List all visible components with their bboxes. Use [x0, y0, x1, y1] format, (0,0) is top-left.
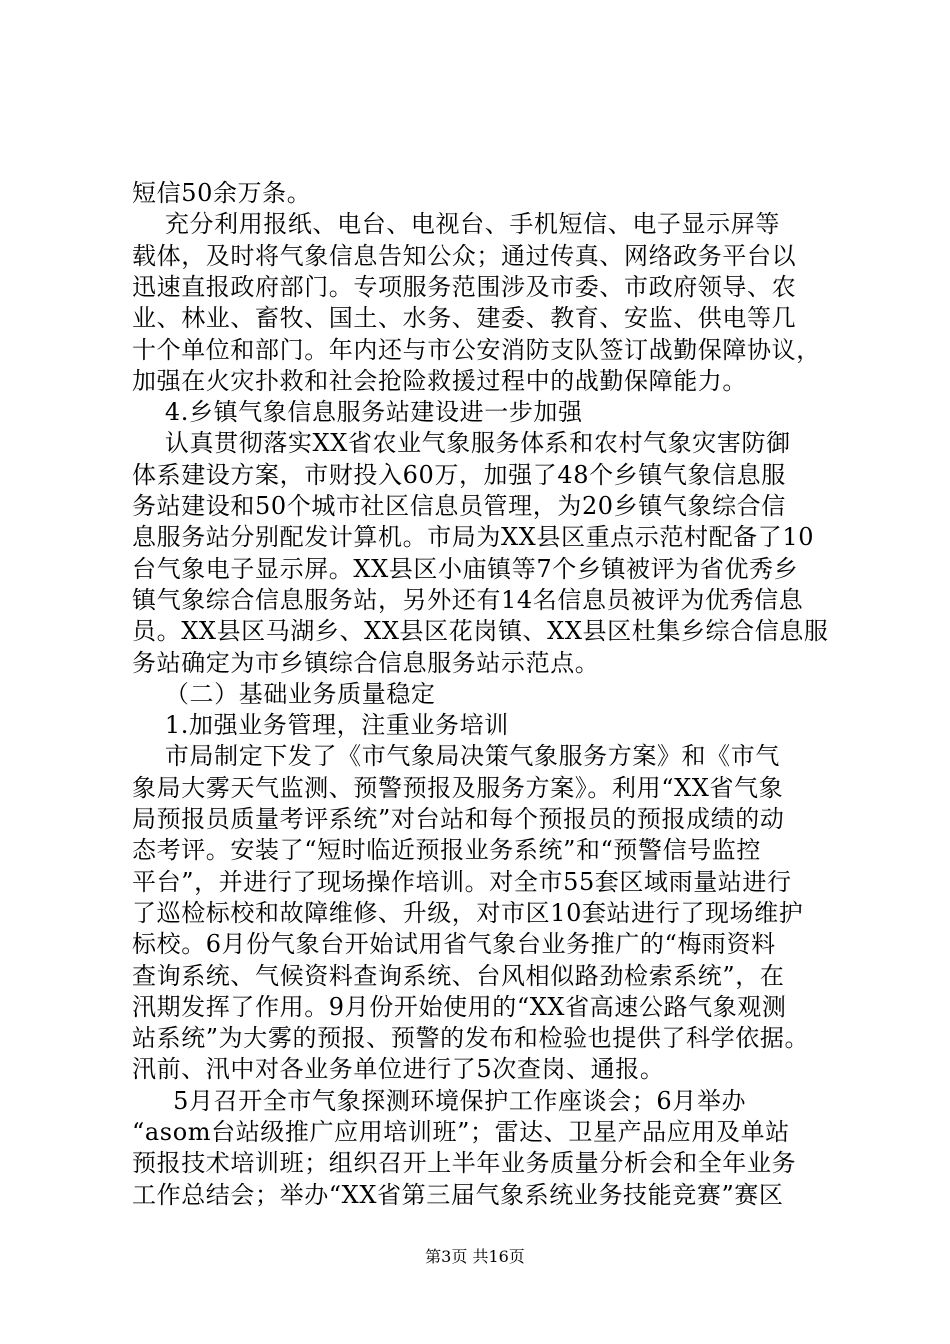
- text-line: 了巡检标校和故障维修、升级，对市区10套站进行了现场维护: [132, 899, 804, 927]
- text-line: 镇气象综合信息服务站，另外还有14名信息员被评为优秀信息: [132, 586, 804, 614]
- text-line: 员。XX县区马湖乡、XX县区花岗镇、XX县区杜集乡综合信息服: [132, 617, 829, 645]
- text-line: 十个单位和部门。年内还与市公安消防支队签订战勤保障协议，: [132, 336, 821, 364]
- text-line: 务站建设和50个城市社区信息员管理，为20乡镇气象综合信: [132, 492, 786, 520]
- text-line: 体系建设方案，市财投入60万，加强了48个乡镇气象信息服: [132, 461, 786, 489]
- text-line: 载体，及时将气象信息告知公众；通过传真、网络政务平台以: [132, 242, 797, 270]
- text-line: 象局大雾天气监测、预警预报及服务方案》。利用“XX省气象: [132, 774, 784, 802]
- text-line: 息服务站分别配发计算机。市局为XX县区重点示范村配备了10: [132, 523, 815, 551]
- text-line: （二）基础业务质量稳定: [132, 680, 436, 708]
- text-line: 预报技术培训班；组织召开上半年业务质量分析会和全年业务: [132, 1149, 797, 1177]
- text-line: 短信50余万条。: [132, 179, 312, 207]
- text-line: 态考评。安装了“短时临近预报业务系统”和“预警信号监控: [132, 836, 762, 864]
- text-line: 站系统”为大雾的预报、预警的发布和检验也提供了科学依据。: [132, 1024, 810, 1052]
- text-line: 务站确定为市乡镇综合信息服务站示范点。: [132, 649, 600, 677]
- text-line: 市局制定下发了《市气象局决策气象服务方案》和《市气: [132, 742, 780, 770]
- page-footer: 第3页 共16页: [425, 1247, 525, 1266]
- text-line: 业、林业、畜牧、国土、水务、建委、教育、安监、供电等几: [132, 304, 797, 332]
- text-line: 1.加强业务管理，注重业务培训: [132, 711, 509, 739]
- text-line: 标校。6月份气象台开始试用省气象台业务推广的“梅雨资料: [132, 930, 776, 958]
- text-line: 汛期发挥了作用。9月份开始使用的“XX省高速公路气象观测: [132, 993, 787, 1021]
- text-line: 局预报员质量考评系统”对台站和每个预报员的预报成绩的动: [132, 805, 785, 833]
- text-line: “asom台站级推广应用培训班”；雷达、卫星产品应用及单站: [132, 1118, 790, 1146]
- text-line: 加强在火灾扑救和社会抢险救援过程中的战勤保障能力。: [132, 367, 747, 395]
- text-line: 平台”，并进行了现场操作培训。对全市55套区域雨量站进行: [132, 868, 792, 896]
- text-line: 5月召开全市气象探测环境保护工作座谈会；6月举办: [132, 1087, 747, 1115]
- text-line: 认真贯彻落实XX省农业气象服务体系和农村气象灾害防御: [132, 429, 791, 457]
- text-line: 4.乡镇气象信息服务站建设进一步加强: [132, 398, 583, 426]
- text-line: 台气象电子显示屏。XX县区小庙镇等7个乡镇被评为省优秀乡: [132, 555, 799, 583]
- text-line: 查询系统、气候资料查询系统、台风相似路劲检索系统”，在: [132, 962, 785, 990]
- text-line: 工作总结会；举办“XX省第三届气象系统业务技能竞赛”赛区: [132, 1181, 784, 1209]
- text-line: 充分利用报纸、电台、电视台、手机短信、电子显示屏等: [132, 210, 780, 238]
- text-line: 迅速直报政府部门。专项服务范围涉及市委、市政府领导、农: [132, 273, 797, 301]
- text-line: 汛前、汛中对各业务单位进行了5次查岗、通报。: [132, 1055, 665, 1083]
